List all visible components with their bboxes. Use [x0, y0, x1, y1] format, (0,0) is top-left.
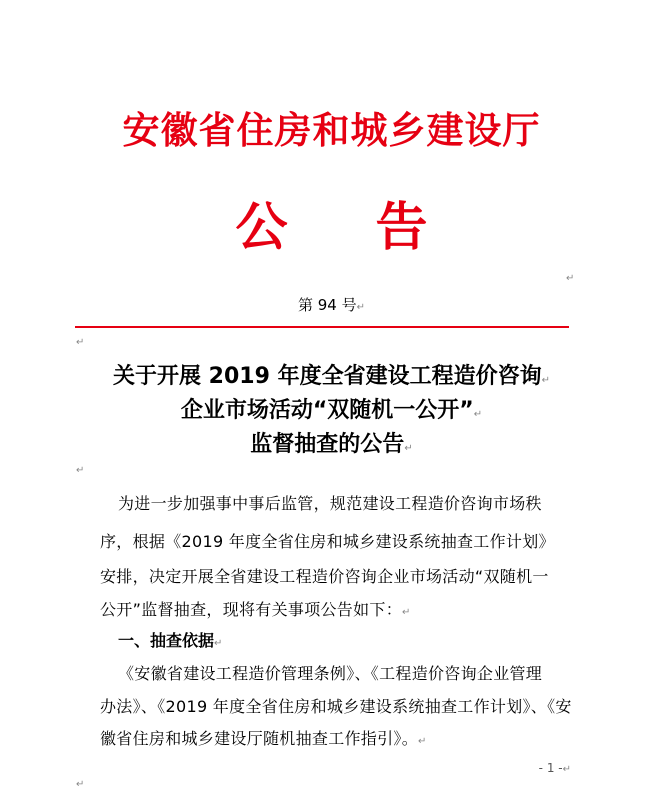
document-number	[0, 294, 663, 315]
paragraph-mark: ↵	[356, 302, 365, 313]
title-line-2	[0, 393, 663, 424]
document-type-header	[0, 185, 663, 260]
document-number-text: 第 94 号	[297, 296, 357, 314]
issuer-header: 安徽省住房和城乡建设厅	[122, 108, 541, 152]
section-1-heading	[118, 628, 222, 651]
title-line-1	[0, 359, 663, 390]
title-line-3-text: 监督抽查的公告	[250, 432, 405, 457]
paragraph-mark: ↵	[404, 443, 413, 454]
title-line-2-text: 企业市场活动“双随机一公开”	[180, 398, 474, 423]
paragraph-mark: ↵	[76, 779, 85, 790]
paragraph-mark: ↵	[562, 764, 571, 775]
section-1-heading-text: 一、抽查依据	[118, 631, 215, 650]
paragraph-mark: ↵	[76, 465, 85, 476]
intro-line-4-text: 公开”监督抽查，现将有关事项公告如下：	[100, 600, 402, 619]
paragraph-mark: ↵	[418, 736, 427, 747]
section-1-line-3	[100, 726, 427, 749]
intro-line-2: 序，根据《2019 年度全省住房和城乡建设系统抽查工作计划》	[100, 532, 555, 551]
intro-line-1: 为进一步加强事中事后监管，规范建设工程造价咨询市场秩	[118, 494, 542, 513]
paragraph-mark: ↵	[76, 337, 85, 348]
paragraph-mark: ↵	[402, 607, 411, 618]
document-type-char-1: 公	[235, 197, 288, 258]
section-1-line-1: 《安徽省建设工程造价管理条例》、《工程造价咨询企业管理	[118, 664, 543, 683]
page-number	[539, 761, 571, 775]
page-number-text: - 1 -	[538, 761, 563, 775]
document-type-char-2: 告	[375, 197, 428, 258]
intro-line-4	[100, 597, 411, 620]
title-line-1-text: 关于开展 2019 年度全省建设工程造价咨询	[113, 364, 542, 389]
red-divider-line	[75, 326, 569, 328]
paragraph-mark: ↵	[214, 638, 223, 649]
section-1-line-3-text: 徽省住房和城乡建设厅随机抽查工作指引》。	[100, 729, 419, 748]
section-1-line-2: 办法》、《2019 年度全省住房和城乡建设系统抽查工作计划》、《安	[100, 697, 572, 716]
intro-line-3: 安排，决定开展全省建设工程造价咨询企业市场活动“双随机一	[100, 567, 549, 586]
title-line-3	[0, 427, 663, 458]
paragraph-mark: ↵	[541, 375, 550, 386]
paragraph-mark: ↵	[566, 273, 575, 284]
paragraph-mark: ↵	[473, 409, 483, 420]
